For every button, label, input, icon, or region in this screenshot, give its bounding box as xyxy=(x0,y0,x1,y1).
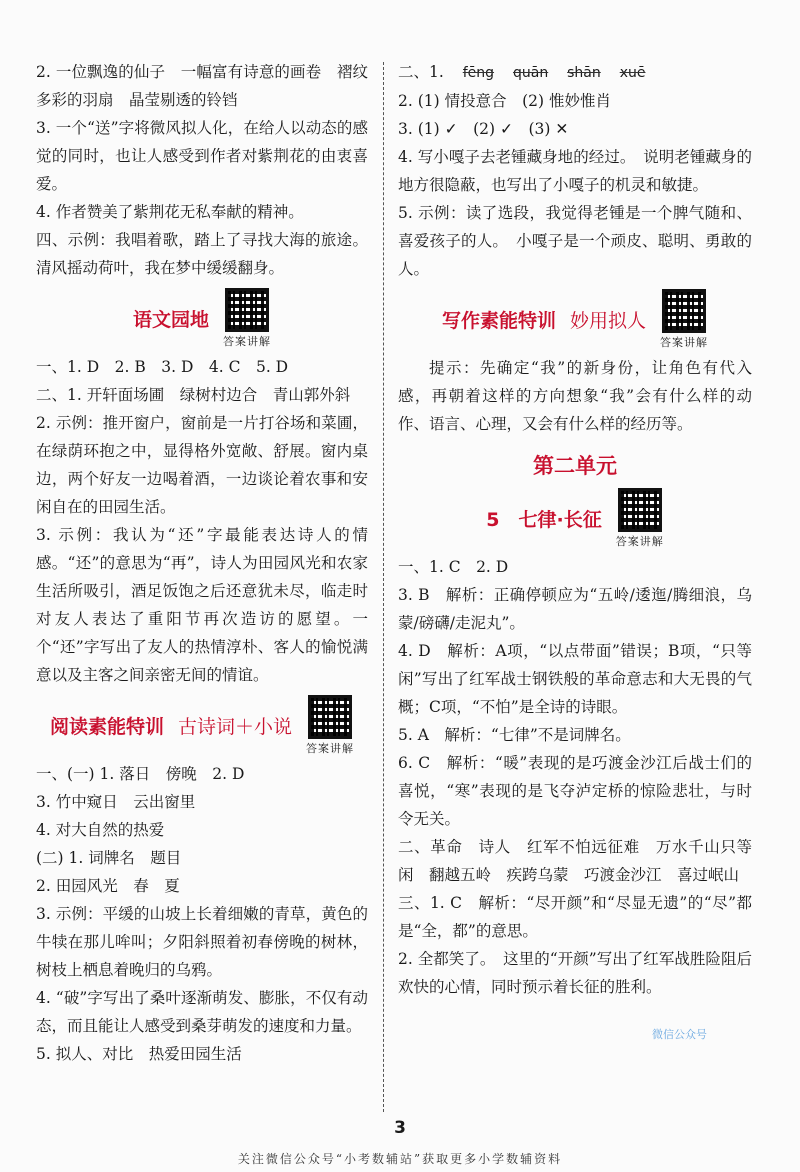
qr-code-icon[interactable] xyxy=(618,488,662,532)
answer-text: 6. C 解析：“暖”表现的是巧渡金沙江后战士们的喜悦，“寒”表现的是飞夺泸定桥的惊险悲壮，与时令无关。 xyxy=(398,754,752,828)
answer-text: 5. A 解析：“七律”不是词牌名。 xyxy=(398,726,631,744)
qr-label: 答案讲解 xyxy=(306,742,355,755)
footer-note: 关注微信公众号“小考数辅站”获取更多小学数辅资料 xyxy=(237,1152,563,1166)
qr-code-block[interactable] xyxy=(616,488,664,549)
section-title: 写作素能特训 xyxy=(441,310,556,332)
answer-text: 3. 示例：我认为“还”字最能表达诗人的情感。“还”的意思为“再”，诗人为田园风光和农家生活所吸引，酒足饭饱之后还意犹未尽，临走时对友人表达了重阳节再次造访的愿望。一个“还”字写出了友人的热情淳朴、客人的愉悦满意以及主客之间亲密无间的情谊。 xyxy=(36,526,368,684)
qr-label: 答案讲解 xyxy=(660,336,709,349)
answer-text: 2. 全都笑了。 这里的“开颜”写出了红军战胜险阻后欢快的心情，同时预示着长征的胜利。 xyxy=(398,950,752,996)
answer-text: 3. 一个“送”字将微风拟人化，在给人以动态的感觉的同时，也让人感受到作者对紫荆花的由衷喜爱。 xyxy=(36,119,368,193)
pinyin-item: fēng xyxy=(462,65,495,81)
lesson-title: 5 七律·长征 xyxy=(486,509,602,531)
answer-text: 2. (1) 情投意合 (2) 惟妙惟肖 xyxy=(398,92,611,110)
question-label: 二、1. xyxy=(398,63,444,81)
answer-text: 一、1. C 2. D xyxy=(398,558,509,576)
qr-code-block[interactable] xyxy=(223,288,271,349)
answer-text: 2. 示例：推开窗户，窗前是一片打谷场和菜圃，在绿荫环抱之中，显得格外宽敞、舒展。窗内桌边，两个好友一边喝着酒，一边谈论着农事和安闲自在的田园生活。 xyxy=(36,414,368,516)
pinyin-answer-line xyxy=(398,58,752,87)
answer-text: 四、示例：我唱着歌，踏上了寻找大海的旅途。清风摇动荷叶，我在梦中缓缓翻身。 xyxy=(36,231,368,277)
answer-text: (二) 1. 词牌名 题目 xyxy=(36,849,182,867)
answer-text: 5. 示例：读了选段，我觉得老锺是一个脾气随和、喜爱孩子的人。 小嘎子是一个顽皮、聪明、勇敢的人。 xyxy=(398,204,752,278)
pinyin-item: shān xyxy=(567,65,601,81)
answer-text: 4. 对大自然的热爱 xyxy=(36,821,165,839)
answer-text: 4. D 解析：A项，“以点带面”错误；B项，“只等闲”写出了红军战士钢铁般的革命意志和大无畏的气概；C项，“不怕”是全诗的诗眼。 xyxy=(398,642,752,716)
answer-text: 5. 拟人、对比 热爱田园生活 xyxy=(36,1045,242,1063)
tip-text: 提示：先确定“我”的新身份，让角色有代入感，再朝着这样的方向想象“我”会有什么样的动作、语言、心理，又会有什么样的经历等。 xyxy=(398,359,752,433)
qr-code-block[interactable] xyxy=(660,289,708,350)
answer-text: 二、1. 开轩面场圃 绿树村边合 青山郭外斜 xyxy=(36,386,351,404)
answer-text: 4. “破”字写出了桑叶逐渐萌发、膨胀，不仅有动态，而且能让人感受到桑芽萌发的速度和力量。 xyxy=(36,989,368,1035)
section-title: 阅读素能特训 xyxy=(49,716,164,738)
answer-text: 2. 田园风光 春 夏 xyxy=(36,877,180,895)
answer-text: 3. (1) ✓ (2) ✓ (3) ✕ xyxy=(398,120,569,138)
answer-text: 三、1. C 解析：“尽开颜”和“尽显无遗”的“尽”都是“全，都”的意思。 xyxy=(398,894,752,940)
answer-text: 二、革命 诗人 红军不怕远征难 万水千山只等闲 翻越五岭 疾跨乌蒙 巧渡金沙江 喜过岷山 xyxy=(398,838,752,884)
qr-code-icon[interactable] xyxy=(662,289,706,333)
column-divider xyxy=(383,62,384,1112)
answer-text: 一、1. D 2. B 3. D 4. C 5. D xyxy=(36,358,289,376)
watermark: 微信公众号 xyxy=(652,1028,707,1041)
unit-title: 第二单元 xyxy=(533,454,617,478)
section-subtitle: 妙用拟人 xyxy=(570,310,647,332)
answer-text: 3. 示例：平缓的山坡上长着细嫩的青草，黄色的牛犊在那儿哞叫；夕阳斜照着初春傍晚的树林，树枝上栖息着晚归的乌鸦。 xyxy=(36,905,368,979)
qr-code-icon[interactable] xyxy=(308,695,352,739)
section-title: 语文园地 xyxy=(132,309,209,331)
section-header-xiezuo xyxy=(398,289,752,350)
lesson-header xyxy=(398,488,752,549)
qr-code-block[interactable] xyxy=(306,695,354,756)
right-column xyxy=(398,58,752,1001)
qr-label: 答案讲解 xyxy=(615,535,664,548)
answer-text: 4. 作者赞美了紫荆花无私奉献的精神。 xyxy=(36,203,304,221)
qr-label: 答案讲解 xyxy=(223,335,271,348)
qr-code-icon[interactable] xyxy=(225,288,269,332)
answer-text: 一、(一) 1. 落日 傍晚 2. D xyxy=(36,765,245,783)
page-number: 3 xyxy=(394,1118,406,1138)
answer-text: 4. 写小嘎子去老锺藏身地的经过。 说明老锺藏身的地方很隐蔽，也写出了小嘎子的机灵和敏捷。 xyxy=(398,148,752,194)
left-column xyxy=(36,58,368,1068)
answer-text: 3. B 解析：正确停顿应为“五岭/逶迤/腾细浪，乌蒙/磅礴/走泥丸”。 xyxy=(398,586,752,632)
section-subtitle: 古诗词＋小说 xyxy=(178,716,293,738)
answer-text: 3. 竹中窥日 云出窗里 xyxy=(36,793,196,811)
section-header-yuedu xyxy=(36,695,368,756)
pinyin-item: xuē xyxy=(619,65,646,81)
section-header-yuwenyuandi xyxy=(36,288,368,349)
answer-text: 2. 一位飘逸的仙子 一幅富有诗意的画卷 褶纹多彩的羽扇 晶莹剔透的铃铛 xyxy=(36,63,368,109)
pinyin-item: quān xyxy=(512,65,549,81)
